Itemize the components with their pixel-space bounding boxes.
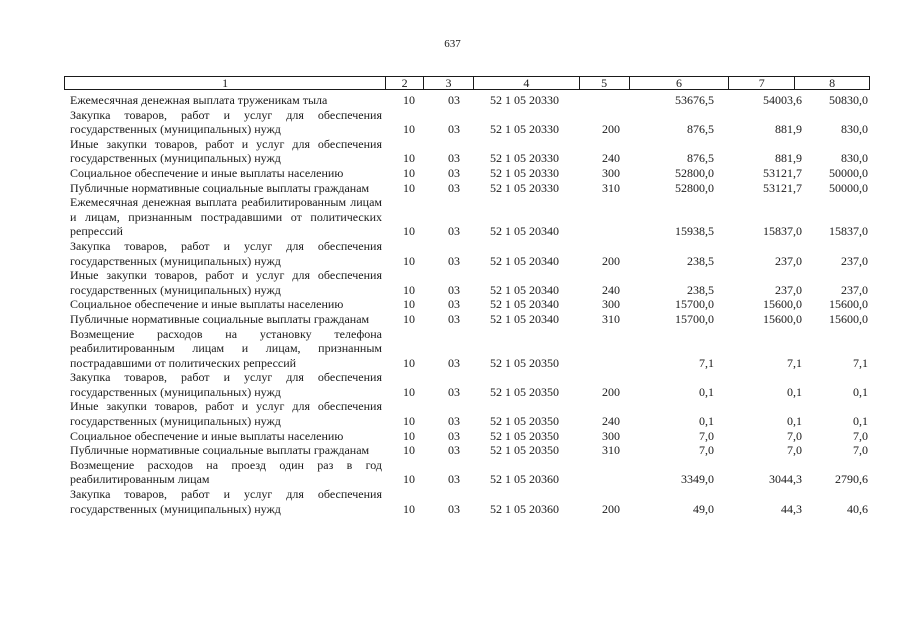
row-cell-c6: 49,0 — [693, 501, 714, 516]
row-cell-c2: 10 — [403, 297, 415, 312]
row-cell-c7: 44,3 — [781, 501, 802, 516]
table-row — [70, 327, 870, 371]
row-description: Публичные нормативные социальные выплаты гражданам — [70, 311, 370, 326]
table-row — [70, 239, 870, 268]
table-row — [70, 268, 870, 297]
row-cell-c5: 240 — [602, 151, 620, 166]
header-col-4: 4 — [474, 77, 580, 89]
row-cell-c7: 237,0 — [775, 253, 802, 268]
table-body — [70, 93, 870, 516]
row-cell-c2: 10 — [403, 428, 415, 443]
row-cell-c6: 53676,5 — [675, 93, 714, 107]
table-row — [70, 297, 870, 312]
row-cell-c4: 52 1 05 20350 — [490, 428, 559, 443]
row-cell-c6: 52800,0 — [675, 165, 714, 180]
row-cell-c5: 310 — [602, 180, 620, 195]
row-cell-c6: 238,5 — [687, 282, 714, 297]
header-col-7: 7 — [729, 77, 795, 89]
row-cell-c3: 03 — [448, 414, 460, 429]
table-row — [70, 399, 870, 428]
row-cell-c3: 03 — [448, 224, 460, 239]
row-cell-c7: 3044,3 — [769, 472, 802, 487]
row-cell-c6: 0,1 — [699, 384, 714, 399]
row-cell-c7: 881,9 — [775, 151, 802, 166]
row-cell-c8: 7,0 — [853, 443, 868, 458]
row-cell-c3: 03 — [448, 355, 460, 370]
table-header — [64, 76, 870, 90]
row-cell-c2: 10 — [403, 253, 415, 268]
row-cell-c7: 54003,6 — [763, 93, 802, 107]
row-cell-c5: 300 — [602, 165, 620, 180]
row-cell-c4: 52 1 05 20350 — [490, 443, 559, 458]
row-cell-c3: 03 — [448, 180, 460, 195]
row-cell-c8: 50000,0 — [829, 180, 868, 195]
row-cell-c5: 200 — [602, 501, 620, 516]
row-description: Социальное обеспечение и иные выплаты населению — [70, 165, 344, 180]
row-cell-c5: 300 — [602, 428, 620, 443]
row-description: Иные закупки товаров, работ и услуг для обеспечения государственных (муниципальных) нужд — [70, 399, 382, 429]
row-cell-c8: 830,0 — [841, 151, 868, 166]
header-col-6: 6 — [630, 77, 730, 89]
header-col-2: 2 — [386, 77, 424, 89]
row-description: Закупка товаров, работ и услуг для обеспечения государственных (муниципальных) нужд — [70, 370, 382, 399]
table-row — [70, 487, 870, 516]
row-cell-c3: 03 — [448, 472, 460, 487]
row-cell-c4: 52 1 05 20330 — [490, 93, 559, 107]
row-cell-c8: 2790,6 — [835, 472, 868, 487]
row-cell-c4: 52 1 05 20350 — [490, 414, 559, 429]
row-cell-c6: 0,1 — [699, 414, 714, 429]
row-cell-c7: 53121,7 — [763, 180, 802, 195]
row-cell-c7: 7,0 — [787, 428, 802, 443]
row-cell-c8: 15600,0 — [829, 311, 868, 326]
row-cell-c4: 52 1 05 20340 — [490, 224, 559, 239]
table-row — [70, 429, 870, 444]
row-cell-c8: 7,0 — [853, 428, 868, 443]
row-cell-c4: 52 1 05 20340 — [490, 311, 559, 326]
row-cell-c7: 53121,7 — [763, 165, 802, 180]
row-cell-c7: 15600,0 — [763, 311, 802, 326]
row-cell-c8: 15837,0 — [829, 224, 868, 239]
row-description: Иные закупки товаров, работ и услуг для обеспечения государственных (муниципальных) нужд — [70, 136, 382, 166]
row-cell-c8: 0,1 — [853, 384, 868, 399]
table-row — [70, 137, 870, 166]
header-col-3: 3 — [424, 77, 474, 89]
table-row — [70, 443, 870, 458]
row-cell-c8: 237,0 — [841, 253, 868, 268]
row-description: Социальное обеспечение и иные выплаты населению — [70, 297, 344, 312]
row-cell-c4: 52 1 05 20360 — [490, 472, 559, 487]
row-cell-c4: 52 1 05 20330 — [490, 165, 559, 180]
row-cell-c3: 03 — [448, 165, 460, 180]
row-description: Ежемесячная денежная выплата труженикам тыла — [70, 93, 328, 107]
row-cell-c2: 10 — [403, 224, 415, 239]
row-description: Публичные нормативные социальные выплаты гражданам — [70, 180, 370, 195]
row-description: Возмещение расходов на проезд один раз в год реабилитированным лицам — [70, 457, 382, 487]
row-cell-c2: 10 — [403, 384, 415, 399]
row-cell-c6: 876,5 — [687, 122, 714, 137]
row-description: Закупка товаров, работ и услуг для обеспечения государственных (муниципальных) нужд — [70, 487, 382, 516]
table-row — [70, 93, 870, 108]
row-cell-c5: 200 — [602, 122, 620, 137]
table-row — [70, 370, 870, 399]
row-cell-c2: 10 — [403, 180, 415, 195]
row-cell-c5: 310 — [602, 443, 620, 458]
row-cell-c2: 10 — [403, 311, 415, 326]
row-cell-c5: 300 — [602, 297, 620, 312]
row-description: Публичные нормативные социальные выплаты гражданам — [70, 443, 370, 458]
row-cell-c5: 310 — [602, 311, 620, 326]
row-cell-c4: 52 1 05 20350 — [490, 384, 559, 399]
row-cell-c6: 238,5 — [687, 253, 714, 268]
row-cell-c2: 10 — [403, 165, 415, 180]
row-cell-c6: 3349,0 — [681, 472, 714, 487]
row-description: Закупка товаров, работ и услуг для обеспечения государственных (муниципальных) нужд — [70, 238, 382, 268]
row-cell-c6: 7,0 — [699, 428, 714, 443]
row-description: Иные закупки товаров, работ и услуг для обеспечения государственных (муниципальных) нужд — [70, 268, 382, 297]
row-cell-c7: 7,1 — [787, 355, 802, 370]
row-cell-c8: 50000,0 — [829, 165, 868, 180]
row-cell-c3: 03 — [448, 501, 460, 516]
row-description: Социальное обеспечение и иные выплаты населению — [70, 428, 344, 443]
row-cell-c4: 52 1 05 20340 — [490, 297, 559, 312]
row-cell-c4: 52 1 05 20330 — [490, 151, 559, 166]
table-row — [70, 108, 870, 137]
row-cell-c7: 7,0 — [787, 443, 802, 458]
table-row — [70, 166, 870, 181]
table-row — [70, 312, 870, 327]
row-cell-c8: 50830,0 — [829, 93, 868, 107]
row-cell-c2: 10 — [403, 414, 415, 429]
row-cell-c6: 15700,0 — [675, 297, 714, 312]
row-description: Закупка товаров, работ и услуг для обеспечения государственных (муниципальных) нужд — [70, 107, 382, 137]
row-description: Возмещение расходов на установку телефона реабилитированным лицам и лицам, признанным пострадавшими от политических репрессий — [70, 326, 382, 370]
row-cell-c6: 7,0 — [699, 443, 714, 458]
row-cell-c3: 03 — [448, 311, 460, 326]
row-cell-c2: 10 — [403, 472, 415, 487]
row-cell-c2: 10 — [403, 501, 415, 516]
row-cell-c3: 03 — [448, 428, 460, 443]
row-cell-c6: 876,5 — [687, 151, 714, 166]
row-cell-c8: 0,1 — [853, 414, 868, 429]
row-cell-c7: 881,9 — [775, 122, 802, 137]
row-cell-c3: 03 — [448, 253, 460, 268]
row-cell-c3: 03 — [448, 151, 460, 166]
row-cell-c7: 237,0 — [775, 282, 802, 297]
row-cell-c6: 15700,0 — [675, 311, 714, 326]
row-cell-c3: 03 — [448, 384, 460, 399]
row-cell-c6: 7,1 — [699, 355, 714, 370]
row-cell-c3: 03 — [448, 122, 460, 137]
header-col-5: 5 — [580, 77, 630, 89]
row-cell-c6: 15938,5 — [675, 224, 714, 239]
page-number: 637 — [444, 38, 461, 50]
header-col-8: 8 — [829, 76, 836, 90]
row-cell-c2: 10 — [403, 443, 415, 458]
row-cell-c2: 10 — [403, 355, 415, 370]
row-description: Ежемесячная денежная выплата реабилитированным лицам и лицам, признанным пострадавшими от политических репрессий — [70, 195, 382, 239]
row-cell-c4: 52 1 05 20360 — [490, 501, 559, 516]
row-cell-c7: 0,1 — [787, 414, 802, 429]
row-cell-c3: 03 — [448, 93, 460, 107]
row-cell-c8: 830,0 — [841, 122, 868, 137]
row-cell-c3: 03 — [448, 297, 460, 312]
row-cell-c4: 52 1 05 20340 — [490, 253, 559, 268]
row-cell-c2: 10 — [403, 122, 415, 137]
row-cell-c7: 0,1 — [787, 384, 802, 399]
row-cell-c5: 200 — [602, 384, 620, 399]
row-cell-c4: 52 1 05 20340 — [490, 282, 559, 297]
table-row — [70, 195, 870, 239]
row-cell-c3: 03 — [448, 443, 460, 458]
row-cell-c5: 240 — [602, 282, 620, 297]
row-cell-c5: 200 — [602, 253, 620, 268]
row-cell-c2: 10 — [403, 282, 415, 297]
row-cell-c8: 40,6 — [847, 501, 868, 516]
row-cell-c4: 52 1 05 20330 — [490, 122, 559, 137]
row-cell-c7: 15837,0 — [763, 224, 802, 239]
row-cell-c4: 52 1 05 20330 — [490, 180, 559, 195]
row-cell-c6: 52800,0 — [675, 180, 714, 195]
row-cell-c5: 240 — [602, 414, 620, 429]
row-cell-c7: 15600,0 — [763, 297, 802, 312]
row-cell-c8: 7,1 — [853, 355, 868, 370]
row-cell-c8: 15600,0 — [829, 297, 868, 312]
row-cell-c2: 10 — [403, 151, 415, 166]
row-cell-c3: 03 — [448, 282, 460, 297]
header-col-1: 1 — [65, 77, 386, 89]
row-cell-c2: 10 — [403, 93, 415, 107]
row-cell-c8: 237,0 — [841, 282, 868, 297]
row-cell-c4: 52 1 05 20350 — [490, 355, 559, 370]
table-row — [70, 458, 870, 487]
table-row — [70, 181, 870, 196]
